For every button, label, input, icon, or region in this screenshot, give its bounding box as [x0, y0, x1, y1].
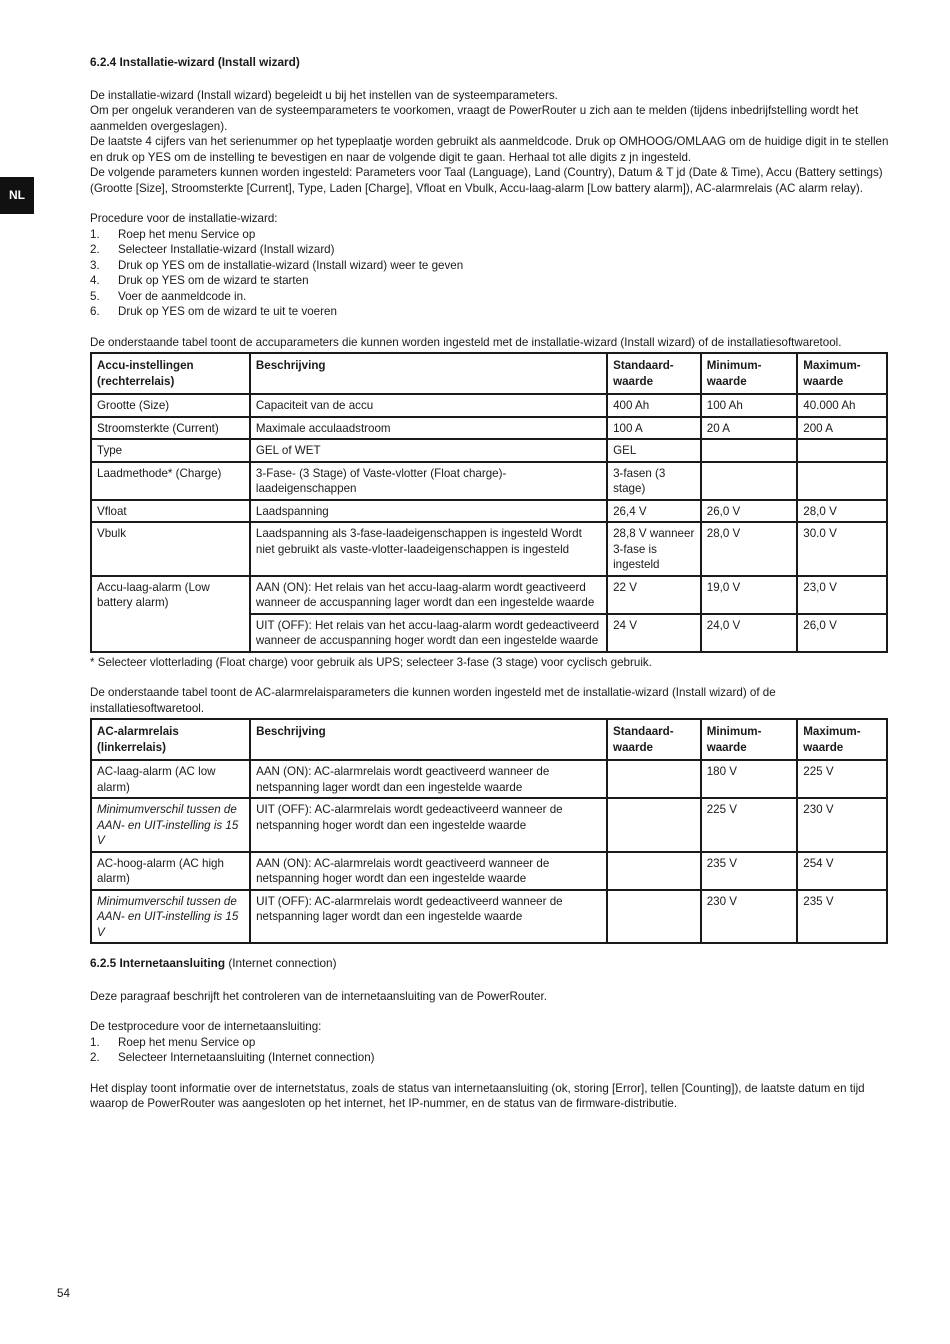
table-cell: UIT (OFF): AC-alarmrelais wordt gedeactiveerd wanneer de netspanning hoger wordt dan een ingestelde waarde — [250, 798, 607, 852]
section-title-6-2-4: 6.2.4 Installatie-wizard (Install wizard) — [90, 55, 300, 69]
battery-settings-table — [90, 352, 888, 653]
table-cell: 30.0 V — [797, 522, 887, 576]
table-cell: UIT (OFF): Het relais van het accu-laag-alarm wordt gedeactiveerd wanneer de accuspanning hoger wordt dan een ingestelde waarde — [250, 614, 607, 652]
table-cell: Grootte (Size) — [91, 394, 250, 417]
table-cell: 24,0 V — [701, 614, 798, 652]
table-row — [91, 798, 887, 852]
step-text: Druk op YES om de wizard te starten — [118, 274, 309, 287]
step-number: 1. — [90, 1035, 100, 1049]
step-number: 4. — [90, 274, 100, 287]
procedure-intro: Procedure voor de installatie-wizard: — [90, 212, 278, 225]
table-cell: UIT (OFF): AC-alarmrelais wordt gedeactiveerd wanneer de netspanning lager wordt dan een ingestelde waarde — [250, 890, 607, 944]
list-item — [90, 1050, 890, 1066]
table-cell: 28,0 V — [797, 500, 887, 523]
table-cell: 23,0 V — [797, 576, 887, 614]
list-item — [90, 273, 890, 289]
table-cell: 26,0 V — [797, 614, 887, 652]
list-item — [90, 227, 890, 243]
step-text: Voer de aanmeldcode in. — [118, 289, 247, 303]
step-text: Druk op YES om de installatie-wizard (Install wizard) weer te geven — [118, 258, 464, 272]
procedure-steps — [90, 1035, 890, 1066]
table-cell: Vfloat — [91, 500, 250, 523]
language-tab: NL — [0, 177, 34, 214]
table-cell: 225 V — [701, 798, 798, 852]
paragraph: De laatste 4 cijfers van het serienummer op het typeplaatje worden gebruikt als aanmeldcode. Druk op OMHOOG/OMLAAG om de huidige digit in te stellen en druk op YES om de instelling te bevestigen en naar de volgende digit te gaan. Herhaal tot alle digits z jn ingesteld. — [90, 135, 889, 164]
paragraph: Deze paragraaf beschrijft het controleren van de internetaansluiting van de PowerRouter. — [90, 989, 547, 1003]
table-cell — [607, 890, 701, 944]
page-content — [90, 55, 890, 1112]
table-cell: 200 A — [797, 417, 887, 440]
table-cell — [701, 462, 798, 500]
table-row — [91, 462, 887, 500]
procedure — [90, 1019, 890, 1066]
table-cell: Laadspanning als 3-fase-laadeigenschappen is ingesteld Wordt niet gebruikt als vaste-vlotter-laadeigenschappen is ingesteld — [250, 522, 607, 576]
procedure — [90, 211, 890, 320]
table-cell: 230 V — [797, 798, 887, 852]
table-cell — [797, 462, 887, 500]
table-cell — [701, 439, 798, 462]
table-row — [91, 394, 887, 417]
column-header: Beschrijving — [250, 719, 607, 760]
table-row — [91, 852, 887, 890]
section-title-english: (Internet connection) — [225, 956, 337, 970]
step-number: 6. — [90, 305, 100, 318]
step-text: Roep het menu Service op — [118, 227, 256, 241]
table-cell: GEL — [607, 439, 701, 462]
column-header: Accu-instellingen (rechterrelais) — [91, 353, 250, 394]
section-title-6-2-5 — [90, 956, 890, 972]
column-header: Maximum-waarde — [797, 719, 887, 760]
table-cell: Laadmethode* (Charge) — [91, 462, 250, 500]
table-row — [91, 760, 887, 798]
table-cell: 20 A — [701, 417, 798, 440]
table-cell: 100 A — [607, 417, 701, 440]
table2-intro: De onderstaande tabel toont de AC-alarmrelaisparameters die kunnen worden ingesteld met de installatie-wizard (Install wizard) of de installatiesoftwaretool. — [90, 686, 776, 715]
list-item — [90, 1035, 890, 1051]
table-cell: 19,0 V — [701, 576, 798, 614]
paragraph: De volgende parameters kunnen worden ingesteld: Parameters voor Taal (Language), Land (Country), Datum & T jd (Date & Time), Accu (Battery settings) (Grootte [Size], Stroomsterkte [Current], Type, Laden [Charge], Vfloat en Vbulk, Accu-laag-alarm [Low battery alarm]), AC-alarmrelais (AC alarm relay). — [90, 166, 883, 195]
table-row — [91, 522, 887, 576]
table-cell: Stroomsterkte (Current) — [91, 417, 250, 440]
table-cell — [607, 798, 701, 852]
procedure-intro: De testprocedure voor de internetaansluiting: — [90, 1020, 322, 1033]
table-cell: GEL of WET — [250, 439, 607, 462]
table-cell: Type — [91, 439, 250, 462]
table-cell: 230 V — [701, 890, 798, 944]
intro-text — [90, 88, 890, 197]
table-cell: 254 V — [797, 852, 887, 890]
table-cell: 180 V — [701, 760, 798, 798]
table-cell: 235 V — [797, 890, 887, 944]
table-cell: 28,0 V — [701, 522, 798, 576]
page-number: 54 — [57, 1287, 70, 1300]
paragraph: Om per ongeluk veranderen van de systeemparameters te voorkomen, vraagt de PowerRouter u zich aan te melden (tijdens inbedrijfstelling wordt het aanmelden overgeslagen). — [90, 104, 859, 133]
table-cell: Minimumverschil tussen de AAN- en UIT-instelling is 15 V — [91, 890, 250, 944]
table-cell: AAN (ON): AC-alarmrelais wordt geactiveerd wanneer de netspanning hoger wordt dan een ingestelde waarde — [250, 852, 607, 890]
table-cell: 3-Fase- (3 Stage) of Vaste-vlotter (Float charge)-laadeigenschappen — [250, 462, 607, 500]
table-cell: 225 V — [797, 760, 887, 798]
list-item — [90, 258, 890, 274]
table-cell: Capaciteit van de accu — [250, 394, 607, 417]
table-cell: Accu-laag-alarm (Low battery alarm) — [91, 576, 250, 652]
column-header: Minimum-waarde — [701, 353, 798, 394]
table-cell: 26,0 V — [701, 500, 798, 523]
step-number: 1. — [90, 227, 100, 241]
step-number: 2. — [90, 243, 100, 256]
list-item — [90, 289, 890, 305]
step-text: Selecteer Internetaansluiting (Internet connection) — [118, 1051, 375, 1064]
step-text: Selecteer Installatie-wizard (Install wizard) — [118, 243, 335, 256]
column-header: Maximum-waarde — [797, 353, 887, 394]
table1-intro: De onderstaande tabel toont de accuparameters die kunnen worden ingesteld met de installatie-wizard (Install wizard) of de installatiesoftwaretool. — [90, 335, 842, 349]
table-cell: 235 V — [701, 852, 798, 890]
table-cell: 26,4 V — [607, 500, 701, 523]
list-item — [90, 242, 890, 258]
table-cell: 40.000 Ah — [797, 394, 887, 417]
column-header: AC-alarmrelais (linkerrelais) — [91, 719, 250, 760]
step-number: 5. — [90, 289, 100, 303]
table-cell — [797, 439, 887, 462]
table-cell: 100 Ah — [701, 394, 798, 417]
column-header: Standaard-waarde — [607, 719, 701, 760]
step-text: Roep het menu Service op — [118, 1035, 256, 1049]
table-cell: 3-fasen (3 stage) — [607, 462, 701, 500]
list-item — [90, 304, 890, 320]
table-row — [91, 439, 887, 462]
table-row — [91, 500, 887, 523]
table-cell: AAN (ON): Het relais van het accu-laag-alarm wordt geactiveerd wanneer de accuspanning lager wordt dan een ingestelde waarde — [250, 576, 607, 614]
step-number: 2. — [90, 1051, 100, 1064]
section-title-text: 6.2.5 Internetaansluiting — [90, 956, 226, 970]
table-row — [91, 576, 887, 614]
section-paragraph — [90, 989, 890, 1005]
footnote: * Selecteer vlotterlading (Float charge) voor gebruik als UPS; selecteer 3-fase (3 stage) voor cyclisch gebruik. — [90, 655, 652, 669]
column-header: Minimum-waarde — [701, 719, 798, 760]
table-header-row — [91, 353, 887, 394]
step-number: 3. — [90, 258, 100, 272]
table-header-row — [91, 719, 887, 760]
table-cell — [607, 852, 701, 890]
table-row — [91, 890, 887, 944]
table-cell: Laadspanning — [250, 500, 607, 523]
table-cell: 24 V — [607, 614, 701, 652]
step-text: Druk op YES om de wizard te uit te voeren — [118, 305, 337, 318]
table-cell: AC-hoog-alarm (AC high alarm) — [91, 852, 250, 890]
column-header: Standaard-waarde — [607, 353, 701, 394]
table-cell: AC-laag-alarm (AC low alarm) — [91, 760, 250, 798]
table-cell: 28,8 V wanneer 3-fase is ingesteld — [607, 522, 701, 576]
procedure-steps — [90, 227, 890, 320]
table-cell — [607, 760, 701, 798]
ac-alarm-relay-table — [90, 718, 888, 944]
table-cell: Vbulk — [91, 522, 250, 576]
table-cell: 400 Ah — [607, 394, 701, 417]
closing-paragraph: Het display toont informatie over de internetstatus, zoals de status van internetaansluiting (ok, storing [Error], tellen [Counting]), de laatste datum en tijd waarop de PowerRouter was aangesloten op het internet, het IP-nummer, en de status van de firmware-distributie. — [90, 1081, 865, 1110]
paragraph: De installatie-wizard (Install wizard) begeleidt u bij het instellen van de systeemparameters. — [90, 88, 558, 102]
table-cell: 22 V — [607, 576, 701, 614]
column-header: Beschrijving — [250, 353, 607, 394]
table-cell: AAN (ON): AC-alarmrelais wordt geactiveerd wanneer de netspanning lager wordt dan een ingestelde waarde — [250, 760, 607, 798]
table-row — [91, 417, 887, 440]
table-cell: Minimumverschil tussen de AAN- en UIT-instelling is 15 V — [91, 798, 250, 852]
table-cell: Maximale acculaadstroom — [250, 417, 607, 440]
